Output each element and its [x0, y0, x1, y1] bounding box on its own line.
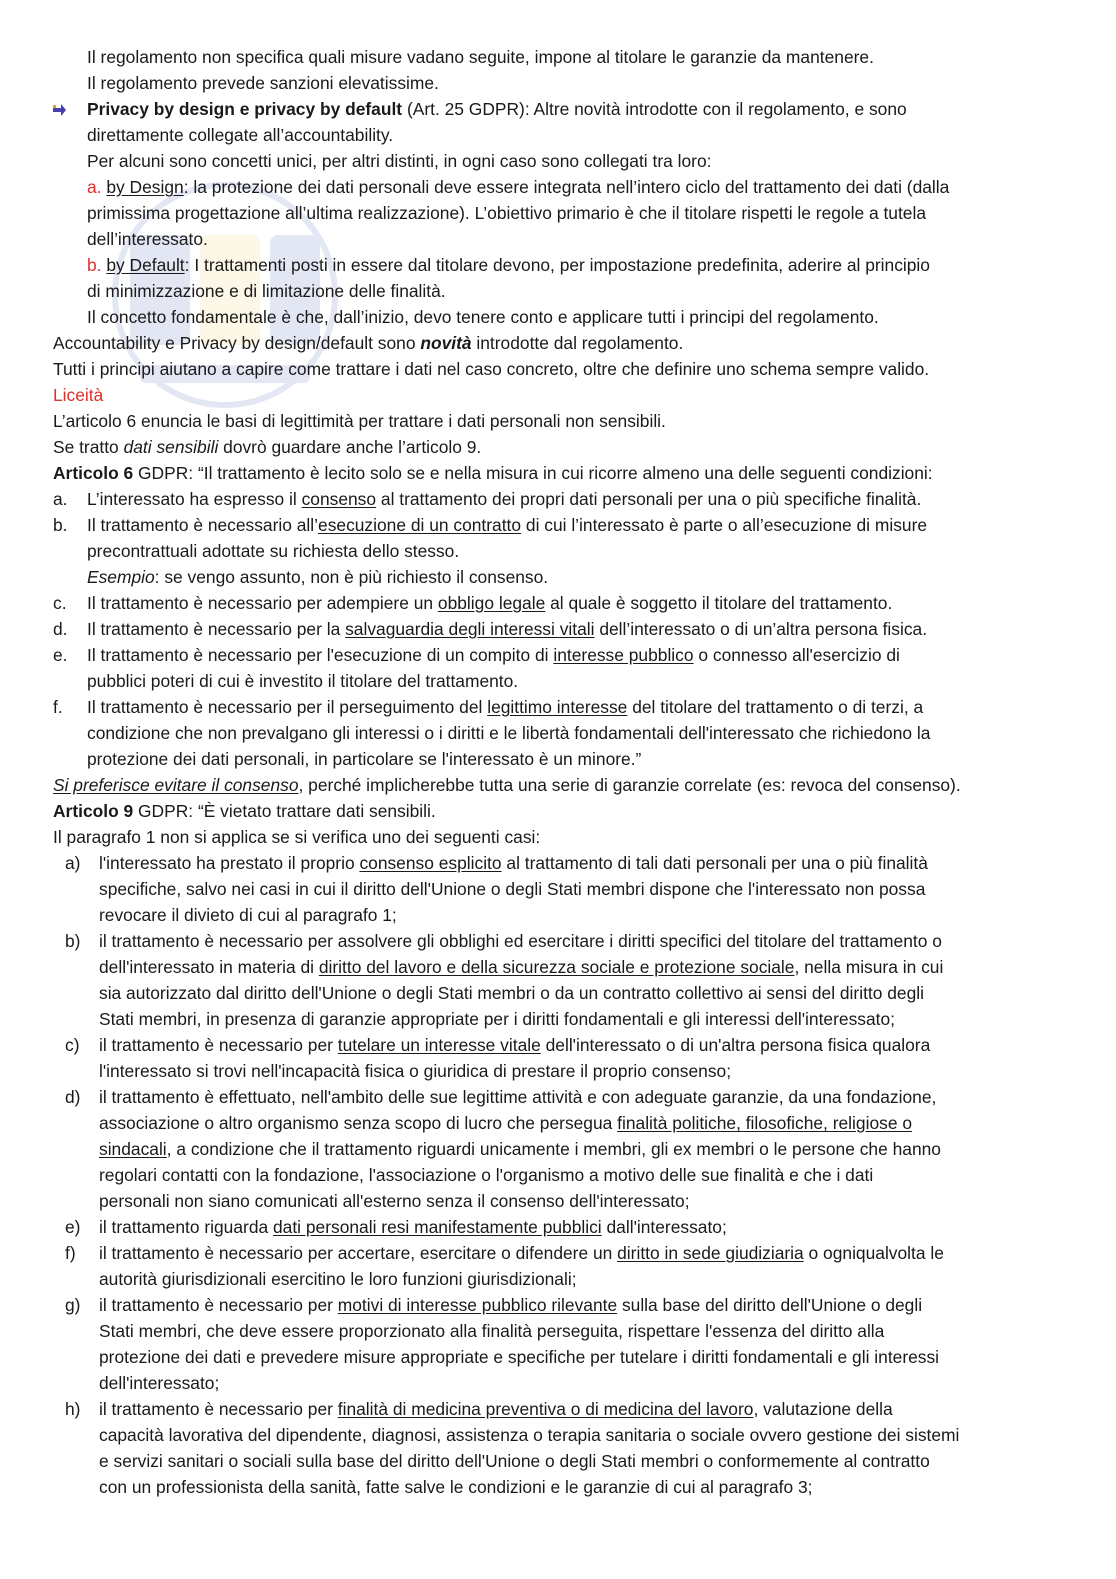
privacy-by-design-item: Privacy by design e privacy by default (Art. 25 GDPR): Altre novità introdotte con il regolamento, e sono	[53, 96, 1063, 122]
list-label: e.	[53, 645, 68, 665]
consent-note: Si preferisce evitare il consenso, perché implicherebbe tutta una serie di garanzie correlate (es: revoca del consenso).	[53, 775, 961, 795]
article-title: Articolo 6	[53, 463, 134, 483]
list-label: h)	[65, 1399, 81, 1419]
paragraph: dell'interessato in materia di diritto del lavoro e della sicurezza sociale e protezione sociale, nella misura in cui	[99, 957, 944, 977]
underlined-term: finalità di medicina preventiva o di medicina del lavoro	[337, 1399, 754, 1419]
list-item: e. Il trattamento è necessario per l'esecuzione di un compito di interesse pubblico o connesso all'esercizio di	[53, 642, 1063, 668]
underlined-term: by Design	[106, 177, 184, 197]
paragraph: sia autorizzato dal diritto dell'Unione o degli Stati membri o da un contratto collettivo ai sensi del diritto degli	[99, 983, 924, 1003]
list-item: b) il trattamento è necessario per assolvere gli obblighi ed esercitare i diritti specifici del titolare del trattamento o	[53, 928, 1063, 954]
paragraph: autorità giurisdizionali esercitino le loro funzioni giurisdizionali;	[99, 1269, 577, 1289]
paragraph: di minimizzazione e di limitazione delle finalità.	[87, 281, 446, 301]
list-item: c) il trattamento è necessario per tutelare un interesse vitale dell'interessato o di un'altra persona fisica qualora	[53, 1032, 1063, 1058]
paragraph: Il paragrafo 1 non si applica se si verifica uno dei seguenti casi:	[53, 827, 541, 847]
underlined-term: dati personali resi manifestamente pubblici	[273, 1217, 602, 1237]
paragraph: Se tratto dati sensibili dovrò guardare anche l’articolo 9.	[53, 437, 482, 457]
underlined-term: sindacali	[99, 1139, 167, 1159]
paragraph: con un professionista della sanità, fatte salve le condizioni e le garanzie di cui al paragrafo 3;	[99, 1477, 813, 1497]
list-item: b. by Default: I trattamenti posti in essere dal titolare devono, per impostazione predefinita, aderire al principio	[87, 255, 930, 275]
underlined-term: esecuzione di un contratto	[318, 515, 522, 535]
list-label: f.	[53, 697, 63, 717]
paragraph: L’articolo 6 enuncia le basi di legittimità per trattare i dati personali non sensibili.	[53, 411, 666, 431]
article-6-intro: Articolo 6 GDPR: “Il trattamento è lecito solo se e nella misura in cui ricorre almeno una delle seguenti condizioni:	[53, 463, 933, 483]
paragraph: protezione dei dati e prevedere misure appropriate e specifiche per tutelare i diritti fondamentali e gli interessi	[99, 1347, 940, 1367]
arrow-bullet-icon	[51, 101, 67, 117]
list-item: f) il trattamento è necessario per accertare, esercitare o difendere un diritto in sede giudiziaria o ogniqualvolta le	[53, 1240, 1063, 1266]
list-item: b. Il trattamento è necessario all’esecuzione di un contratto di cui l’interessato è parte o all’esecuzione di misure	[53, 512, 1063, 538]
list-item: a) l'interessato ha prestato il proprio consenso esplicito al trattamento di tali dati personali per una o più finalità	[53, 850, 1063, 876]
paragraph: precontrattuali adottate su richiesta dello stesso.	[87, 541, 460, 561]
list-item: d. Il trattamento è necessario per la salvaguardia degli interessi vitali dell’interessato o di un’altra persona fisica.	[53, 616, 1063, 642]
paragraph: dell'interessato;	[99, 1373, 220, 1393]
list-item: h) il trattamento è necessario per finalità di medicina preventiva o di medicina del lavoro, valutazione della	[53, 1396, 1063, 1422]
list-label: d)	[65, 1087, 81, 1107]
list-label: g)	[65, 1295, 81, 1315]
list-label: b.	[87, 255, 107, 275]
underlined-term: obbligo legale	[437, 593, 546, 613]
list-item: e) il trattamento riguarda dati personali resi manifestamente pubblici dall'interessato;	[53, 1214, 1063, 1240]
paragraph: Il regolamento non specifica quali misure vadano seguite, impone al titolare le garanzie da mantenere.	[87, 47, 874, 67]
underlined-term: salvaguardia degli interessi vitali	[345, 619, 595, 639]
underlined-term: diritto del lavoro e della sicurezza sociale e protezione sociale	[318, 957, 795, 977]
list-label: a.	[87, 177, 107, 197]
paragraph: personali non siano comunicati all'esterno senza il consenso dell'interessato;	[99, 1191, 690, 1211]
paragraph: l'interessato si trovi nell'incapacità fisica o giuridica di prestare il proprio consenso;	[99, 1061, 732, 1081]
paragraph: protezione dei dati personali, in particolare se l'interessato è un minore.”	[87, 749, 642, 769]
paragraph: capacità lavorativa del dipendente, diagnosi, assistenza o terapia sanitaria o sociale ovvero gestione dei sistemi	[99, 1425, 960, 1445]
paragraph: Accountability e Privacy by design/default sono novità introdotte dal regolamento.	[53, 333, 684, 353]
paragraph: pubblici poteri di cui è investito il titolare del trattamento.	[87, 671, 519, 691]
paragraph: Il regolamento prevede sanzioni elevatissime.	[87, 73, 439, 93]
list-item: f. Il trattamento è necessario per il perseguimento del legittimo interesse del titolare del trattamento o di terzi, a	[53, 694, 1063, 720]
paragraph: Stati membri, in presenza di garanzie appropriate per i diritti fondamentali e gli interessi dell'interessato;	[99, 1009, 895, 1029]
list-item: a. L’interessato ha espresso il consenso al trattamento dei propri dati personali per una o più specifiche finalità.	[53, 486, 1063, 512]
list-label: e)	[65, 1217, 81, 1237]
list-item: c. Il trattamento è necessario per adempiere un obbligo legale al quale è soggetto il titolare del trattamento.	[53, 590, 1063, 616]
list-label: f)	[65, 1243, 76, 1263]
list-label: b)	[65, 931, 81, 951]
underlined-term: finalità politiche, filosofiche, religiose o	[617, 1113, 912, 1133]
paragraph: dell’interessato.	[87, 229, 208, 249]
list-label: c.	[53, 593, 67, 613]
paragraph: regolari contatti con la fondazione, l'associazione o l'organismo a motivo delle sue finalità e che i dati	[99, 1165, 874, 1185]
underlined-term: consenso esplicito	[359, 853, 502, 873]
paragraph: condizione che non prevalgano gli interessi o i diritti e le libertà fondamentali dell'interessato che richiedono la	[87, 723, 931, 743]
paragraph: primissima progettazione all’ultima realizzazione). L’obiettivo primario è che il titolare rispetti le regole a tutela	[87, 203, 927, 223]
section-heading: Liceità	[53, 385, 104, 405]
underlined-term: motivi di interesse pubblico rilevante	[337, 1295, 618, 1315]
document-body	[53, 44, 1063, 1500]
paragraph: direttamente collegate all’accountability.	[87, 125, 394, 145]
underlined-term: legittimo interesse	[487, 697, 628, 717]
example-line: Esempio: se vengo assunto, non è più richiesto il consenso.	[87, 567, 549, 587]
list-label: a.	[53, 489, 68, 509]
paragraph: sindacali, a condizione che il trattamento riguardi unicamente i membri, gli ex membri o le persone che hanno	[99, 1139, 941, 1159]
paragraph: revocare il divieto di cui al paragrafo 1;	[99, 905, 397, 925]
paragraph: Il concetto fondamentale è che, dall’inizio, devo tenere conto e applicare tutti i principi del regolamento.	[87, 307, 879, 327]
paragraph: e servizi sanitari o sociali sulla base del diritto dell'Unione o degli Stati membri o conformemente al contratto	[99, 1451, 930, 1471]
paragraph: Per alcuni sono concetti unici, per altri distinti, in ogni caso sono collegati tra loro:	[87, 151, 712, 171]
list-label: d.	[53, 619, 68, 639]
article-9-intro: Articolo 9 GDPR: “È vietato trattare dati sensibili.	[53, 801, 436, 821]
list-item: g) il trattamento è necessario per motivi di interesse pubblico rilevante sulla base del diritto dell'Unione o degli	[53, 1292, 1063, 1318]
list-item: a. by Design: la protezione dei dati personali deve essere integrata nell’intero ciclo del trattamento dei dati (dalla	[87, 177, 950, 197]
underlined-term: interesse pubblico	[553, 645, 694, 665]
underlined-term: by Default	[106, 255, 185, 275]
underlined-term: consenso	[301, 489, 377, 509]
article-title: Articolo 9	[53, 801, 134, 821]
list-item: d) il trattamento è effettuato, nell'ambito delle sue legittime attività e con adeguate garanzie, da una fondazione,	[53, 1084, 1063, 1110]
list-label: b.	[53, 515, 68, 535]
paragraph: associazione o altro organismo senza scopo di lucro che persegua finalità politiche, filosofiche, religiose o	[99, 1113, 912, 1133]
paragraph: Tutti i principi aiutano a capire come trattare i dati nel caso concreto, oltre che definire uno schema sempre valido.	[53, 359, 930, 379]
section-title: Privacy by design e privacy by default	[87, 99, 403, 119]
underlined-term: diritto in sede giudiziaria	[617, 1243, 804, 1263]
list-label: a)	[65, 853, 81, 873]
underlined-term: tutelare un interesse vitale	[337, 1035, 541, 1055]
paragraph: specifiche, salvo nei casi in cui il diritto dell'Unione o degli Stati membri dispone che l'interessato non possa	[99, 879, 926, 899]
paragraph: Stati membri, che deve essere proporzionato alla finalità perseguita, rispettare l'essenza del diritto alla	[99, 1321, 885, 1341]
list-label: c)	[65, 1035, 80, 1055]
